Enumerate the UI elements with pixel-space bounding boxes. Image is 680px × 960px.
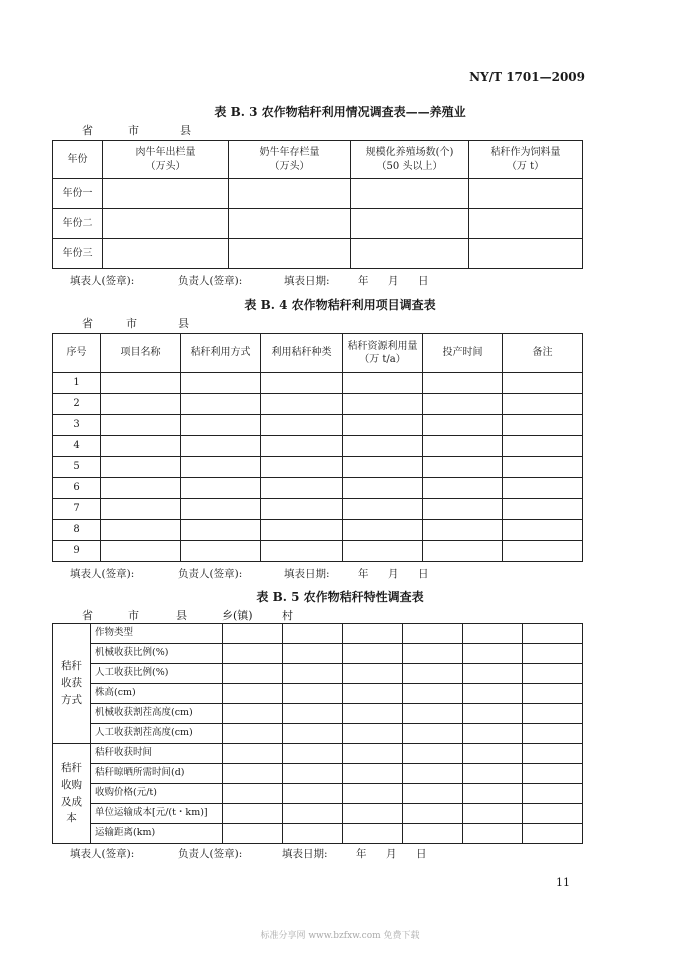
input-cell[interactable] <box>523 824 583 844</box>
input-cell[interactable] <box>103 239 229 269</box>
input-cell[interactable] <box>181 436 261 457</box>
input-cell[interactable] <box>503 415 583 436</box>
input-cell[interactable] <box>503 478 583 499</box>
township-label: 乡(镇) <box>222 609 253 622</box>
village-label: 村 <box>282 609 293 622</box>
header-beef-cattle <box>103 141 229 179</box>
table-row <box>53 478 583 499</box>
input-cell[interactable] <box>469 179 583 209</box>
page-number: 11 <box>556 876 570 889</box>
input-cell[interactable] <box>423 436 503 457</box>
input-cell[interactable] <box>523 624 583 644</box>
input-cell[interactable] <box>523 684 583 704</box>
day-label: 日 <box>416 848 427 860</box>
table-row <box>53 704 583 724</box>
row-label: 年份一 <box>53 179 103 209</box>
filler-label: 填表人(签章): <box>70 568 135 580</box>
input-cell[interactable] <box>403 664 463 684</box>
table-b4-signature-line <box>0 566 680 580</box>
header-beef-cattle-unit: （万头） <box>145 160 186 172</box>
item-label: 人工收获比例(%) <box>91 664 223 684</box>
table-b3-header-row <box>53 141 583 179</box>
input-cell[interactable] <box>223 704 283 724</box>
input-cell[interactable] <box>223 824 283 844</box>
row-label: 年份三 <box>53 239 103 269</box>
input-cell[interactable] <box>223 724 283 744</box>
input-cell[interactable] <box>101 520 181 541</box>
input-cell[interactable] <box>403 704 463 724</box>
input-cell[interactable] <box>503 541 583 562</box>
header-straw-type: 利用秸秆种类 <box>261 334 343 373</box>
table-row <box>53 373 583 394</box>
header-resource-amount <box>343 334 423 373</box>
row-number: 9 <box>53 541 101 562</box>
header-beef-cattle-label: 肉牛年出栏量 <box>135 147 196 158</box>
item-label: 秸秆晾晒所需时间(d) <box>91 764 223 784</box>
input-cell[interactable] <box>403 804 463 824</box>
input-cell[interactable] <box>523 724 583 744</box>
input-cell[interactable] <box>343 394 423 415</box>
year-label: 年 <box>358 275 369 287</box>
table-row <box>53 684 583 704</box>
table-row <box>53 824 583 844</box>
responsible-label: 负责人(签章): <box>178 848 243 860</box>
table-row <box>53 744 583 764</box>
province-label: 省 <box>82 317 93 330</box>
table-row <box>53 239 583 269</box>
row-number: 6 <box>53 478 101 499</box>
input-cell[interactable] <box>103 179 229 209</box>
input-cell[interactable] <box>181 499 261 520</box>
input-cell[interactable] <box>223 624 283 644</box>
row-number: 8 <box>53 520 101 541</box>
input-cell[interactable] <box>403 824 463 844</box>
table-row <box>53 179 583 209</box>
header-large-farms <box>351 141 469 179</box>
input-cell[interactable] <box>343 436 423 457</box>
input-cell[interactable] <box>403 624 463 644</box>
input-cell[interactable] <box>229 209 351 239</box>
table-row <box>53 209 583 239</box>
input-cell[interactable] <box>283 644 343 664</box>
row-number: 3 <box>53 415 101 436</box>
input-cell[interactable] <box>463 624 523 644</box>
item-label: 株高(cm) <box>91 684 223 704</box>
header-resource-amount-label: 秸秆资源利用量 <box>347 340 418 352</box>
item-label: 人工收获割茬高度(cm) <box>91 724 223 744</box>
input-cell[interactable] <box>463 744 523 764</box>
table-row <box>53 804 583 824</box>
city-label: 市 <box>128 124 139 137</box>
input-cell[interactable] <box>463 824 523 844</box>
input-cell[interactable] <box>403 784 463 804</box>
input-cell[interactable] <box>403 744 463 764</box>
table-b4-region-line <box>0 315 680 329</box>
input-cell[interactable] <box>343 764 403 784</box>
input-cell[interactable] <box>423 520 503 541</box>
county-label: 县 <box>180 124 191 137</box>
row-number: 7 <box>53 499 101 520</box>
input-cell[interactable] <box>261 541 343 562</box>
input-cell[interactable] <box>181 457 261 478</box>
county-label: 县 <box>176 609 187 622</box>
filler-label: 填表人(签章): <box>70 848 135 860</box>
input-cell[interactable] <box>261 478 343 499</box>
input-cell[interactable] <box>403 724 463 744</box>
table-row <box>53 764 583 784</box>
item-label: 机械收获比例(%) <box>91 644 223 664</box>
input-cell[interactable] <box>469 209 583 239</box>
header-straw-feed-unit: （万 t） <box>506 160 545 172</box>
input-cell[interactable] <box>261 373 343 394</box>
input-cell[interactable] <box>223 804 283 824</box>
row-label: 年份二 <box>53 209 103 239</box>
input-cell[interactable] <box>101 541 181 562</box>
input-cell[interactable] <box>181 373 261 394</box>
input-cell[interactable] <box>403 764 463 784</box>
input-cell[interactable] <box>523 804 583 824</box>
input-cell[interactable] <box>181 478 261 499</box>
table-b3-title: 表 B. 3 农作物秸秆利用情况调查表——养殖业 <box>214 105 466 119</box>
input-cell[interactable] <box>463 724 523 744</box>
input-cell[interactable] <box>343 744 403 764</box>
input-cell[interactable] <box>101 478 181 499</box>
input-cell[interactable] <box>223 744 283 764</box>
table-row <box>53 624 583 644</box>
year-label: 年 <box>356 848 367 860</box>
fill-date-label: 填表日期: <box>284 275 330 287</box>
table-row <box>53 436 583 457</box>
input-cell[interactable] <box>101 436 181 457</box>
input-cell[interactable] <box>223 644 283 664</box>
table-row <box>53 415 583 436</box>
input-cell[interactable] <box>283 744 343 764</box>
input-cell[interactable] <box>343 457 423 478</box>
header-project-name: 项目名称 <box>101 334 181 373</box>
input-cell[interactable] <box>403 684 463 704</box>
header-straw-feed <box>469 141 583 179</box>
table-b5-signature-line <box>0 846 680 860</box>
input-cell[interactable] <box>343 724 403 744</box>
input-cell[interactable] <box>181 394 261 415</box>
input-cell[interactable] <box>223 684 283 704</box>
input-cell[interactable] <box>523 784 583 804</box>
table-b5-region-line <box>0 607 680 621</box>
table-row <box>53 644 583 664</box>
row-number: 1 <box>53 373 101 394</box>
row-number: 4 <box>53 436 101 457</box>
input-cell[interactable] <box>181 415 261 436</box>
county-label: 县 <box>178 317 189 330</box>
header-dairy-cattle-unit: （万头） <box>269 160 310 172</box>
input-cell[interactable] <box>101 457 181 478</box>
input-cell[interactable] <box>523 704 583 724</box>
header-dairy-cattle-label: 奶牛年存栏量 <box>259 147 320 158</box>
item-label: 运输距离(km) <box>91 824 223 844</box>
input-cell[interactable] <box>503 373 583 394</box>
input-cell[interactable] <box>283 804 343 824</box>
month-label: 月 <box>388 275 399 287</box>
header-year: 年份 <box>53 141 103 179</box>
input-cell[interactable] <box>223 664 283 684</box>
input-cell[interactable] <box>343 541 423 562</box>
table-row <box>53 784 583 804</box>
input-cell[interactable] <box>261 436 343 457</box>
input-cell[interactable] <box>101 415 181 436</box>
responsible-label: 负责人(签章): <box>178 275 243 287</box>
input-cell[interactable] <box>463 704 523 724</box>
filler-label: 填表人(签章): <box>70 275 135 287</box>
table-b3-signature-line <box>0 273 680 287</box>
input-cell[interactable] <box>283 624 343 644</box>
input-cell[interactable] <box>523 744 583 764</box>
input-cell[interactable] <box>283 684 343 704</box>
input-cell[interactable] <box>261 394 343 415</box>
input-cell[interactable] <box>351 239 469 269</box>
input-cell[interactable] <box>523 664 583 684</box>
table-b3 <box>52 140 583 269</box>
input-cell[interactable] <box>229 179 351 209</box>
input-cell[interactable] <box>523 644 583 664</box>
input-cell[interactable] <box>261 415 343 436</box>
input-cell[interactable] <box>343 824 403 844</box>
table-row <box>53 457 583 478</box>
input-cell[interactable] <box>343 804 403 824</box>
item-label: 单位运输成本[元/(t・km)] <box>91 804 223 824</box>
row-number: 2 <box>53 394 101 415</box>
input-cell[interactable] <box>523 764 583 784</box>
table-b5-title: 表 B. 5 农作物秸秆特性调查表 <box>256 590 424 604</box>
table-row <box>53 520 583 541</box>
input-cell[interactable] <box>261 457 343 478</box>
input-cell[interactable] <box>223 784 283 804</box>
input-cell[interactable] <box>283 764 343 784</box>
table-b3-region-line <box>0 122 680 136</box>
month-label: 月 <box>388 568 399 580</box>
input-cell[interactable] <box>103 209 229 239</box>
table-row <box>53 724 583 744</box>
input-cell[interactable] <box>101 373 181 394</box>
province-label: 省 <box>82 124 93 137</box>
item-label: 收购价格(元/t) <box>91 784 223 804</box>
header-start-time: 投产时间 <box>423 334 503 373</box>
header-large-farms-label: 规模化养殖场数(个) <box>365 147 454 158</box>
input-cell[interactable] <box>283 664 343 684</box>
input-cell[interactable] <box>283 824 343 844</box>
standard-number: NY/T 1701—2009 <box>469 70 585 84</box>
group-harvest-method: 秸秆 收获 方式 <box>53 624 91 744</box>
input-cell[interactable] <box>343 478 423 499</box>
input-cell[interactable] <box>423 373 503 394</box>
table-b5 <box>52 623 583 844</box>
input-cell[interactable] <box>503 436 583 457</box>
header-serial: 序号 <box>53 334 101 373</box>
header-utilization-method: 秸秆利用方式 <box>181 334 261 373</box>
input-cell[interactable] <box>423 499 503 520</box>
input-cell[interactable] <box>223 764 283 784</box>
input-cell[interactable] <box>101 394 181 415</box>
input-cell[interactable] <box>463 684 523 704</box>
input-cell[interactable] <box>343 684 403 704</box>
header-dairy-cattle <box>229 141 351 179</box>
input-cell[interactable] <box>283 704 343 724</box>
input-cell[interactable] <box>503 520 583 541</box>
header-remarks: 备注 <box>503 334 583 373</box>
item-label: 秸秆收获时间 <box>91 744 223 764</box>
input-cell[interactable] <box>463 664 523 684</box>
row-number: 5 <box>53 457 101 478</box>
table-row <box>53 394 583 415</box>
footer-watermark: 标准分享网 www.bzfxw.com 免费下载 <box>260 931 420 941</box>
input-cell[interactable] <box>463 764 523 784</box>
input-cell[interactable] <box>283 784 343 804</box>
input-cell[interactable] <box>343 520 423 541</box>
input-cell[interactable] <box>343 415 423 436</box>
group-purchase-cost: 秸秆 收购 及成 本 <box>53 744 91 844</box>
day-label: 日 <box>418 275 429 287</box>
input-cell[interactable] <box>423 541 503 562</box>
header-resource-amount-unit: （万 t/a） <box>359 354 406 365</box>
input-cell[interactable] <box>423 457 503 478</box>
input-cell[interactable] <box>503 394 583 415</box>
day-label: 日 <box>418 568 429 580</box>
input-cell[interactable] <box>351 179 469 209</box>
input-cell[interactable] <box>261 520 343 541</box>
input-cell[interactable] <box>423 415 503 436</box>
input-cell[interactable] <box>343 704 403 724</box>
header-straw-feed-label: 秸秆作为饲料量 <box>490 147 561 158</box>
input-cell[interactable] <box>423 478 503 499</box>
header-large-farms-unit: （50 头以上） <box>376 160 443 172</box>
input-cell[interactable] <box>503 457 583 478</box>
fill-date-label: 填表日期: <box>282 848 328 860</box>
city-label: 市 <box>128 609 139 622</box>
input-cell[interactable] <box>283 724 343 744</box>
input-cell[interactable] <box>181 541 261 562</box>
responsible-label: 负责人(签章): <box>178 568 243 580</box>
city-label: 市 <box>126 317 137 330</box>
input-cell[interactable] <box>463 784 523 804</box>
year-label: 年 <box>358 568 369 580</box>
table-b4-title: 表 B. 4 农作物秸秆利用项目调查表 <box>244 298 436 312</box>
input-cell[interactable] <box>423 394 503 415</box>
table-row <box>53 499 583 520</box>
input-cell[interactable] <box>343 499 423 520</box>
input-cell[interactable] <box>343 624 403 644</box>
month-label: 月 <box>386 848 397 860</box>
input-cell[interactable] <box>351 209 469 239</box>
input-cell[interactable] <box>463 804 523 824</box>
table-row <box>53 541 583 562</box>
table-row <box>53 664 583 684</box>
item-label: 作物类型 <box>91 624 223 644</box>
input-cell[interactable] <box>343 784 403 804</box>
fill-date-label: 填表日期: <box>284 568 330 580</box>
table-b4 <box>52 333 583 562</box>
province-label: 省 <box>82 609 93 622</box>
input-cell[interactable] <box>101 499 181 520</box>
input-cell[interactable] <box>403 644 463 664</box>
item-label: 机械收获割茬高度(cm) <box>91 704 223 724</box>
input-cell[interactable] <box>229 239 351 269</box>
input-cell[interactable] <box>261 499 343 520</box>
table-b4-header-row <box>53 334 583 373</box>
input-cell[interactable] <box>503 499 583 520</box>
input-cell[interactable] <box>181 520 261 541</box>
input-cell[interactable] <box>469 239 583 269</box>
input-cell[interactable] <box>343 644 403 664</box>
input-cell[interactable] <box>343 373 423 394</box>
input-cell[interactable] <box>463 644 523 664</box>
input-cell[interactable] <box>343 664 403 684</box>
